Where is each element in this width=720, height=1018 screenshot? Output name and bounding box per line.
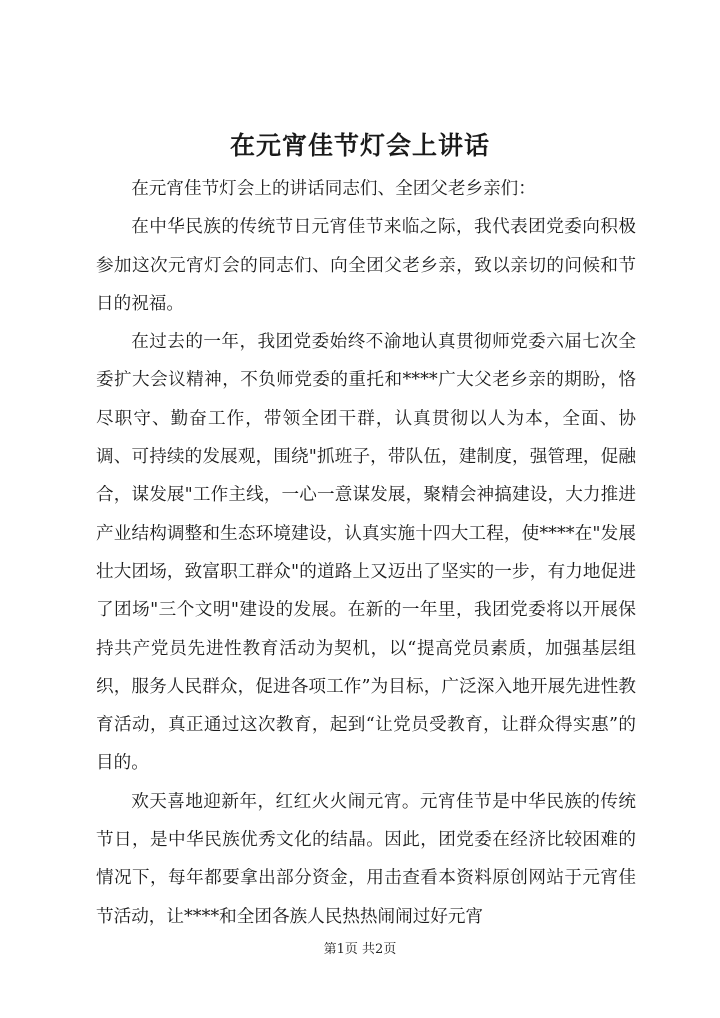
- page-number-footer: 第1页 共2页: [323, 942, 397, 957]
- document-title: 在元宵佳节灯会上讲话: [229, 131, 490, 160]
- document-body: [96, 170, 636, 936]
- paragraph-greeting: 在中华民族的传统节日元宵佳节来临之际，我代表团党委向积极参加这次元宵灯会的同志们、向全团父老乡亲，致以亲切的问候和节日的祝福。: [96, 217, 636, 314]
- paragraph-review: 在过去的一年，我团党委始终不渝地认真贯彻师党委六届七次全委扩大会议精神，不负师党委的重托和****广大父老乡亲的期盼，恪尽职守、勤奋工作，带领全团干群，认真贯彻以人为本，全面、协调、可持续的发展观，围绕"抓班子，带队伍，建制度，强管理，促融合，谋发展"工作主线，一心一意谋发展，聚精会神搞建设，大力推进产业结构调整和生态环境建设，认真实施十四大工程，使****在"发展壮大团场，致富职工群众"的道路上又迈出了坚实的一步，有力地促进了团场"三个文明"建设的发展。在新的一年里，我团党委将以开展保持共产党员先进性教育活动为契机，以“提高党员素质，加强基层组织，服务人民群众，促进各项工作”为目标，广泛深入地开展先进性教育活动，真正通过这次教育，起到“让党员受教育，让群众得实惠”的目的。: [96, 332, 636, 774]
- paragraph-festival: 欢天喜地迎新年，红红火火闹元宵。元宵佳节是中华民族的传统节日，是中华民族优秀文化的结晶。因此，团党委在经济比较困难的情况下，每年都要拿出部分资金，用击查看本资料原创网站于元宵佳节活动，让****和全团各族人民热热闹闹过好元宵: [96, 791, 636, 927]
- paragraph-salutation: 在元宵佳节灯会上的讲话同志们、全团父老乡亲们：: [131, 179, 536, 199]
